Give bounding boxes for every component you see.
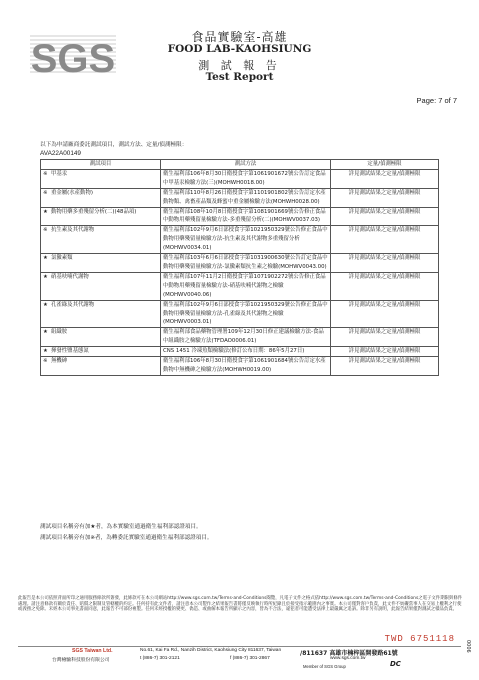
accreditation-mark: ★ bbox=[43, 348, 48, 355]
table-row bbox=[41, 188, 439, 207]
table-row bbox=[41, 207, 439, 226]
logo-text: SGS bbox=[30, 37, 116, 80]
table-row bbox=[41, 300, 439, 328]
report-title-en: Test Report bbox=[205, 71, 274, 83]
disclaimer-text: 此報告是本公司依照背面所印之通用服務條款所簽發，此條款可在本公司網站http://www.sgs.com.tw/Terms-and-Conditions閱覽，凡電子文件之格式依http://www.sgs.com.tw/Terms-and-Conditions之電子文件期限與條件處理。請注意條款有關於責任、賠償之限制及管轄權的約定。任何持有此文件者，請注意本公司製作之結果報告書將僅反映執行時所紀錄且於接受指示範圍內之事實。本公司僅對客戶負責，此文件不妨礙當事人在交易上權利之行使或義務之免除。未經本公司事先書面同意，此報告不可部份複製。任何未經授權的變更、偽造、或曲解本報告所顯示之內容，皆為不合法，違犯者可能遭受法律上最嚴厲之追訴。除非另有說明，此報告結果僅對測試之樣品負責。 bbox=[18, 596, 463, 613]
side-number: 0006 bbox=[465, 640, 471, 653]
footer-fax: f (886-7) 301-2867 bbox=[230, 656, 270, 661]
detection-limit: 詳見測試結果之定量/偵測極限 bbox=[331, 300, 439, 328]
table-row bbox=[41, 272, 439, 300]
dc-mark: DC bbox=[390, 660, 401, 668]
test-item bbox=[41, 272, 161, 300]
test-item-name: 孔雀綠及其代謝物 bbox=[51, 301, 95, 308]
test-method: 衛生福利部107年11月2日衛授食字第1071902272號公告修正食品中動物用藥殘留量檢驗方法-硝基呋喃代謝物之檢驗(MOHWV0040.06) bbox=[161, 272, 331, 300]
test-method: 衛生福利部108年10月8日衛授食字第1081901669號公告修正食品中動物用藥殘留量檢驗方法-多重殘留分析(二)(MOHWV0037.03) bbox=[161, 207, 331, 226]
test-item-name: 抗生素及其代謝物 bbox=[51, 227, 95, 234]
detection-limit: 詳見測試結果之定量/偵測極限 bbox=[331, 226, 439, 254]
detection-limit: 詳見測試結果之定量/偵測極限 bbox=[331, 169, 439, 188]
footer-company-cn: 台灣檢驗科技股份有限公司 bbox=[52, 658, 110, 663]
footer-address-cn: /811637 高雄市楠梓區開發路61號 bbox=[300, 650, 398, 657]
table-row bbox=[41, 357, 439, 376]
test-item-name: 甲基汞 bbox=[51, 170, 68, 177]
reference-number: AVA22A00149 bbox=[40, 150, 81, 157]
detection-limit: 詳見測試結果之定量/偵測極限 bbox=[331, 328, 439, 347]
detection-limit: 詳見測試結果之定量/偵測極限 bbox=[331, 347, 439, 357]
table-row bbox=[41, 347, 439, 357]
test-item bbox=[41, 169, 161, 188]
test-method: 衛生福利部102年9月6日部授食字第1021950329號公告修正食品中動物用藥殘留量檢驗方法-抗生素及其代謝物多重殘留分析(MOHWV0034.01) bbox=[161, 226, 331, 254]
serial-number: TWD 6751118 bbox=[384, 634, 455, 644]
detection-limit: 詳見測試結果之定量/偵測極限 bbox=[331, 357, 439, 376]
col-header-limit: 定量/偵測極限 bbox=[331, 160, 439, 170]
test-method: 衛生福利部食品藥物管理署109年12月30日修正建議檢驗方法-食品中組織胺之檢驗方法(TFDAO0006.01) bbox=[161, 328, 331, 347]
accreditation-mark: ★ bbox=[43, 301, 48, 308]
lab-name-en: FOOD LAB-KAOHSIUNG bbox=[167, 43, 312, 55]
test-method: 衛生福利部106年8月30日衛授食字第1061901684號公告訂定水產動物中無機砷之檢驗方法(MOHWH0019.00) bbox=[161, 357, 331, 376]
accreditation-note-star: 測試項目名稱旁有加★者，為本實驗室通過衛生福利部認證項目。 bbox=[40, 524, 202, 530]
test-item-name: 無機砷 bbox=[51, 358, 68, 365]
accreditation-note-ref: 測試項目名稱旁有加※者，為轉委託實驗室通過衛生福利部認證項目。 bbox=[40, 535, 213, 541]
test-item-name: 揮發性鹽基態氮 bbox=[51, 348, 89, 355]
table-row bbox=[41, 169, 439, 188]
table-header-row bbox=[41, 160, 439, 170]
detection-limit: 詳見測試結果之定量/偵測極限 bbox=[331, 254, 439, 273]
test-method: 衛生福利部102年9月6日部授食字第1021950329號公告修正食品中動物用藥殘留量檢驗方法-孔雀綠及其代謝物之檢驗(MOHWV0003.01) bbox=[161, 300, 331, 328]
test-item-name: 氯黴素類 bbox=[51, 255, 73, 262]
page-number: Page: 7 of 7 bbox=[416, 96, 457, 105]
accreditation-mark: ※ bbox=[43, 227, 48, 234]
test-item bbox=[41, 357, 161, 376]
detection-limit: 詳見測試結果之定量/偵測極限 bbox=[331, 188, 439, 207]
footer-divider bbox=[18, 646, 461, 647]
test-methods-table bbox=[40, 159, 439, 376]
test-item-name: 組織胺 bbox=[51, 329, 68, 336]
accreditation-mark: ※ bbox=[43, 358, 48, 365]
table-row bbox=[41, 254, 439, 273]
test-item-name: 重金屬(水產動物) bbox=[51, 189, 93, 196]
test-item bbox=[41, 300, 161, 328]
col-header-item: 測試項目 bbox=[41, 160, 161, 170]
test-item bbox=[41, 328, 161, 347]
test-item bbox=[41, 188, 161, 207]
footer-company-en: SGS Taiwan Ltd. bbox=[72, 648, 113, 654]
accreditation-mark: ★ bbox=[43, 329, 48, 336]
test-item bbox=[41, 207, 161, 226]
test-method: 衛生福利部106年8月30日衛授食字第1061901672號公告訂定食品中甲基汞檢驗方法(三)(MOHWH0018.00) bbox=[161, 169, 331, 188]
test-method: CNS 1451 冷凍魚類檢驗法(修訂公布日期：86年5月27日) bbox=[161, 347, 331, 357]
footer-tel: t (886-7) 301-2121 bbox=[140, 656, 180, 661]
footer-member: Member of SGS Group bbox=[303, 664, 346, 669]
detection-limit: 詳見測試結果之定量/偵測極限 bbox=[331, 207, 439, 226]
accreditation-mark: ★ bbox=[43, 273, 48, 280]
col-header-method: 測試方法 bbox=[161, 160, 331, 170]
accreditation-mark: ※ bbox=[43, 170, 48, 177]
detection-limit: 詳見測試結果之定量/偵測極限 bbox=[331, 272, 439, 300]
intro-text: 以下為申請廠商委託測試項目，測試方法、定量/偵測極限： bbox=[40, 142, 188, 148]
test-item-name: 動物用藥多重殘留分析(二)(48品項) bbox=[51, 208, 137, 215]
accreditation-mark: ★ bbox=[43, 255, 48, 262]
test-item bbox=[41, 254, 161, 273]
footer-address-en: No.61, Kai Fa Rd., Nanzih District, Kaohsiung City 811637, Taiwan bbox=[140, 648, 282, 653]
report-title-cn: 測 試 報 告 bbox=[198, 59, 281, 72]
test-method: 衛生福利部110年8月26日衛授食字第1101901802號公告訂定水產動物類、禽畜產品類及蜂蜜中重金屬檢驗方法(MOHWH0028.00) bbox=[161, 188, 331, 207]
test-item bbox=[41, 226, 161, 254]
accreditation-mark: ★ bbox=[43, 208, 48, 215]
footer-website-link[interactable]: www.sgs.com.tw bbox=[330, 656, 366, 661]
test-item bbox=[41, 347, 161, 357]
accreditation-mark: ※ bbox=[43, 189, 48, 196]
table-row bbox=[41, 328, 439, 347]
table-row bbox=[41, 226, 439, 254]
test-method: 衛生福利部103年6月6日部授食字第1031900630號公告訂定食品中動物用藥殘留量檢驗方法-氯黴素類抗生素之檢驗(MOHWV0043.00) bbox=[161, 254, 331, 273]
test-item-name: 硝基呋喃代謝物 bbox=[51, 273, 89, 280]
lab-name-cn: 食品實驗室-高雄 bbox=[191, 30, 288, 44]
